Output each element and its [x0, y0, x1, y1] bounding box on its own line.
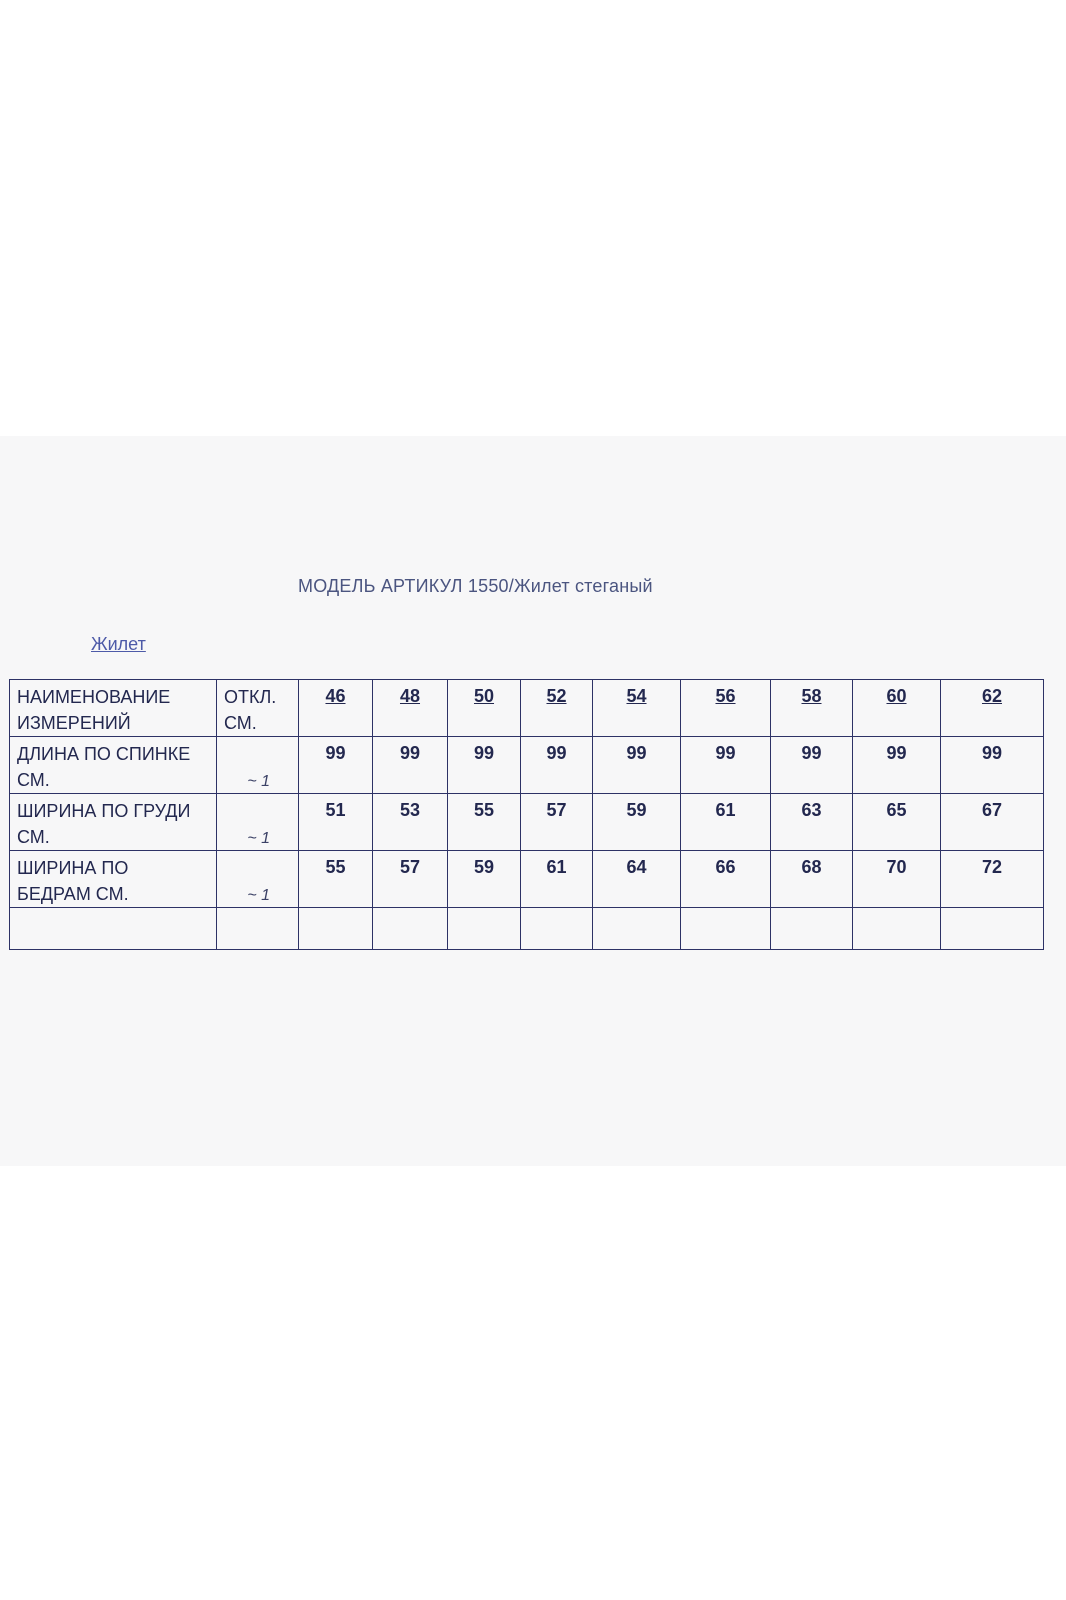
size-header: 56: [681, 680, 771, 737]
empty-row: [10, 908, 1044, 950]
header-tol-line1: ОТКЛ.: [224, 687, 277, 707]
measurement-value: 61: [681, 794, 771, 851]
table-row: [10, 851, 1044, 908]
measurement-value: 64: [593, 851, 681, 908]
measurement-value: 66: [681, 851, 771, 908]
measurement-value: 99: [681, 737, 771, 794]
size-header: 52: [521, 680, 593, 737]
header-row: [10, 680, 1044, 737]
size-header: 60: [853, 680, 941, 737]
measurement-name: [10, 851, 217, 908]
measurement-name-line1: ДЛИНА ПО СПИНКЕ: [17, 744, 191, 764]
measurement-value: 65: [853, 794, 941, 851]
measurement-value: 99: [299, 737, 373, 794]
empty-cell: [941, 908, 1044, 950]
measurement-value: 61: [521, 851, 593, 908]
header-tol-line2: СМ.: [224, 713, 257, 733]
size-header: 48: [373, 680, 448, 737]
measurement-value: 63: [771, 794, 853, 851]
tolerance-cell: [217, 851, 299, 908]
measurement-name-line1: ШИРИНА ПО ГРУДИ: [17, 801, 191, 821]
empty-cell: [771, 908, 853, 950]
header-name-line2: ИЗМЕРЕНИЙ: [17, 713, 131, 733]
empty-cell: [681, 908, 771, 950]
size-header: 54: [593, 680, 681, 737]
empty-cell: [593, 908, 681, 950]
measurement-name: [10, 794, 217, 851]
measurement-value: 99: [941, 737, 1044, 794]
measurement-value: 67: [941, 794, 1044, 851]
measurement-name-line2: СМ.: [17, 770, 50, 790]
size-header: 62: [941, 680, 1044, 737]
header-tolerance-cell: [217, 680, 299, 737]
measurement-value: 59: [448, 851, 521, 908]
table-row: [10, 737, 1044, 794]
measurement-value: 55: [448, 794, 521, 851]
empty-cell: [373, 908, 448, 950]
measurement-value: 53: [373, 794, 448, 851]
size-header: 46: [299, 680, 373, 737]
measurement-value: 59: [593, 794, 681, 851]
measurement-name: [10, 737, 217, 794]
measurement-value: 99: [448, 737, 521, 794]
measurement-value: 99: [521, 737, 593, 794]
measurement-value: 57: [373, 851, 448, 908]
empty-cell: [299, 908, 373, 950]
table-row: [10, 794, 1044, 851]
tolerance-value: ~ 1: [247, 830, 270, 847]
measurement-value: 68: [771, 851, 853, 908]
header-name-line1: НАИМЕНОВАНИЕ: [17, 687, 171, 707]
measurement-name-line1: ШИРИНА ПО: [17, 858, 129, 878]
tolerance-value: ~ 1: [247, 887, 270, 904]
measurement-value: 99: [593, 737, 681, 794]
size-header: 58: [771, 680, 853, 737]
empty-cell: [853, 908, 941, 950]
tolerance-value: ~ 1: [247, 773, 270, 790]
size-table: [9, 679, 1044, 950]
measurement-value: 99: [853, 737, 941, 794]
tolerance-cell: [217, 737, 299, 794]
size-header: 50: [448, 680, 521, 737]
empty-cell: [10, 908, 217, 950]
measurement-name-line2: СМ.: [17, 827, 50, 847]
measurement-value: 51: [299, 794, 373, 851]
measurement-value: 57: [521, 794, 593, 851]
document-title: МОДЕЛЬ АРТИКУЛ 1550/Жилет стеганый: [298, 576, 653, 596]
empty-cell: [521, 908, 593, 950]
tolerance-cell: [217, 794, 299, 851]
measurement-value: 99: [771, 737, 853, 794]
empty-cell: [217, 908, 299, 950]
document-subtitle: Жилет: [91, 634, 146, 654]
measurement-value: 55: [299, 851, 373, 908]
measurement-value: 99: [373, 737, 448, 794]
measurement-value: 70: [853, 851, 941, 908]
empty-cell: [448, 908, 521, 950]
measurement-name-line2: БЕДРАМ СМ.: [17, 884, 129, 904]
measurement-value: 72: [941, 851, 1044, 908]
header-name-cell: [10, 680, 217, 737]
